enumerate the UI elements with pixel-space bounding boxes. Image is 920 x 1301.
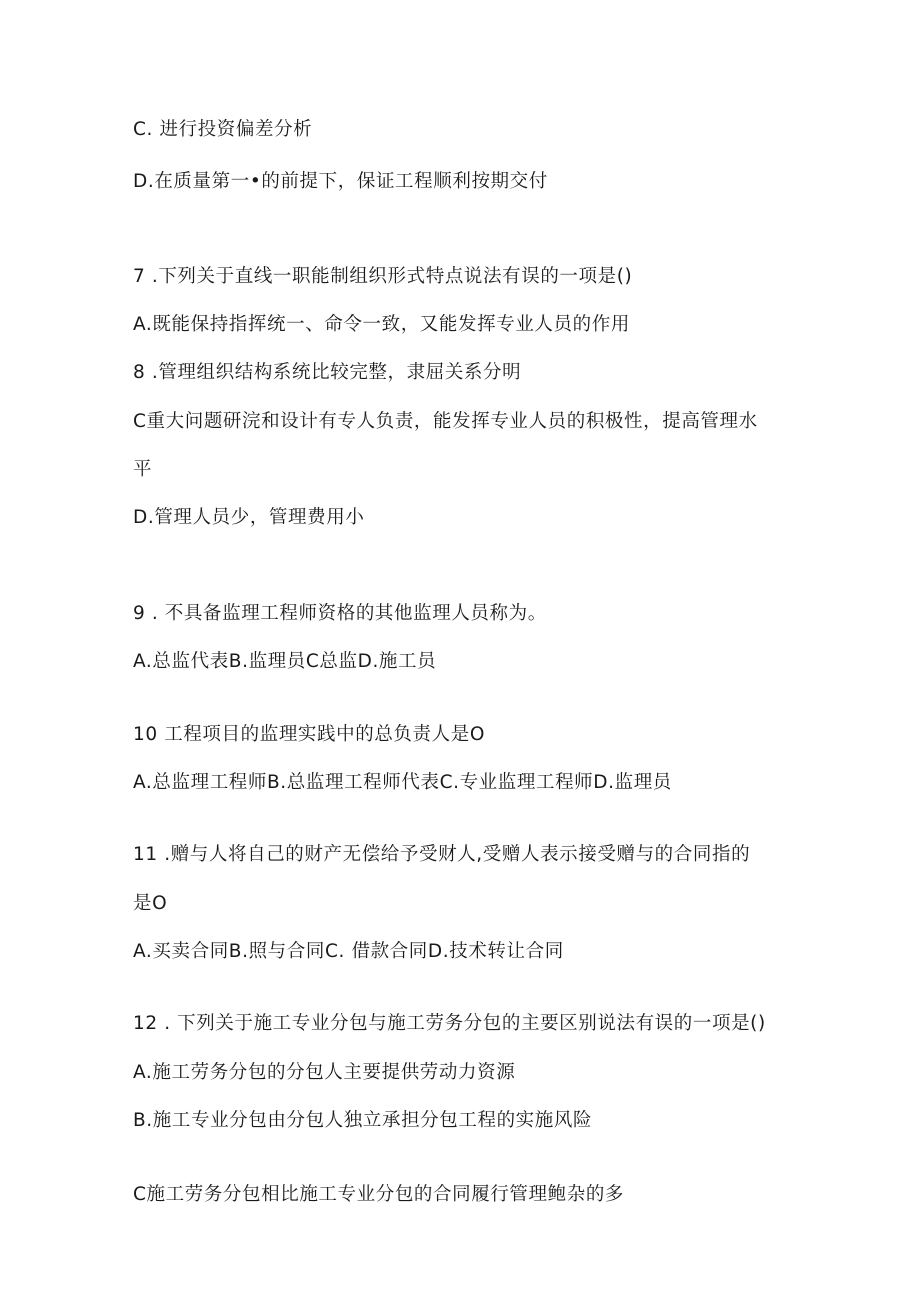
- question-7: 7 .下列关于直线一职能制组织形式特点说法有误的一项是(): [133, 266, 633, 287]
- question-12-option-a: A.施工劳务分包的分包人主要提供劳动力资源: [133, 1062, 516, 1083]
- question-12-option-b: B.施工专业分包由分包人独立承担分包工程的实施风险: [133, 1110, 593, 1131]
- question-8-option-d: D.管理人员少，管理费用小: [133, 507, 365, 528]
- question-11-continued: 是O: [133, 893, 168, 914]
- question-10-options: A.总监理工程师B.总监理工程师代表C.专业监理工程师D.监理员: [133, 772, 672, 793]
- question-11: 11 .赠与人将自己的财产无偿给予受财人,受赠人表示接受赠与的合同指的: [133, 844, 751, 865]
- question-9-options: A.总监代表B.监理员C总监D.施工员: [133, 651, 437, 672]
- question-10: 10 工程项目的监理实践中的总负责人是O: [133, 724, 485, 745]
- question-12-option-c: C施工劳务分包相比施工专业分包的合同履行管理鲍杂的多: [133, 1184, 625, 1205]
- question-12: 12 . 下列关于施工专业分包与施工劳务分包的主要区别说法有误的一项是(): [133, 1013, 766, 1034]
- question-8: 8 .管理组织结构系统比较完整，隶屈关系分明: [133, 362, 522, 383]
- option-c-investment-deviation: C. 进行投资偏差分析: [133, 119, 313, 140]
- question-11-options: A.买卖合同B.照与合同C. 借款合同D.技术转让合同: [133, 941, 564, 962]
- question-8-option-c: C重大问题研浣和设计有专人负责，能发挥专业人员的积极性，提高管理水: [133, 411, 758, 432]
- question-9: 9 . 不具备监理工程师资格的其他监理人员称为。: [133, 603, 547, 624]
- question-7-option-a: A.既能保持指挥统一、命令一致，又能发挥专业人员的作用: [133, 314, 630, 335]
- option-d-quality-first: D.在质量第一•的前提下，保证工程顺利按期交付: [133, 171, 548, 192]
- question-8-option-c-continued: 平: [133, 459, 153, 480]
